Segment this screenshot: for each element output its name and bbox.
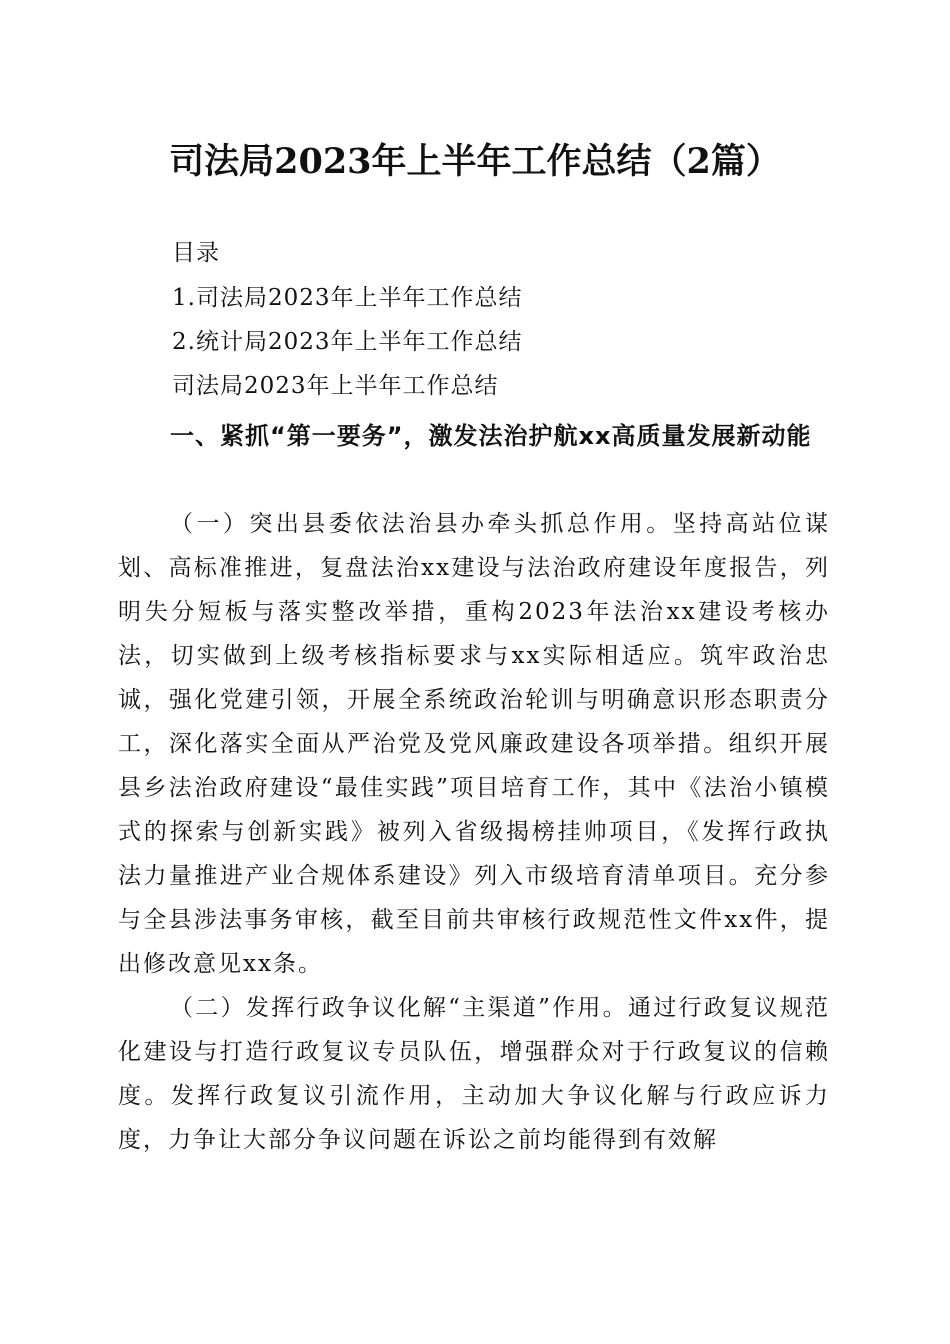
section-title: 司法局2023年上半年工作总结 — [172, 373, 499, 399]
section-heading-1: 一、紧抓“第一要务”，激发法治护航xx高质量发展新动能 — [170, 422, 812, 450]
toc-item-2: 2.统计局2023年上半年工作总结 — [172, 329, 523, 355]
toc-label: 目录 — [172, 240, 220, 266]
document-title: 司法局2023年上半年工作总结（2篇） — [169, 141, 781, 182]
paragraph-2: （二）发挥行政争议化解“主渠道”作用。通过行政复议规范化建设与打造行政复议专员队伍，增强群众对于行政复议的信赖度。发挥行政复议引流作用，主动加大争议化解与行政应诉力度，力争让大部分争议问题在诉讼之前均能得到有效解 — [118, 995, 830, 1153]
paragraph-1: （一）突出县委依法治县办牵头抓总作用。坚持高站位谋划、高标准推进，复盘法治xx建设与法治政府建设年度报告，列明失分短板与落实整改举措，重构2023年法治xx建设考核办法，切实做到上级考核指标要求与xx实际相适应。筑牢政治忠诚，强化党建引领，开展全系统政治轮训与明确意识形态职责分工，深化落实全面从严治党及党风廉政建设各项举措。组织开展县乡法治政府建设“最佳实践”项目培育工作，其中《法治小镇模式的探索与创新实践》被列入省级揭榜挂帅项目，《发挥行政执法力量推进产业合规体系建设》列入市级培育清单项目。充分参与全县涉法事务审核，截至目前共审核行政规范性文件xx件，提出修改意见xx条。 — [118, 511, 830, 977]
toc-item-1: 1.司法局2023年上半年工作总结 — [172, 285, 523, 311]
